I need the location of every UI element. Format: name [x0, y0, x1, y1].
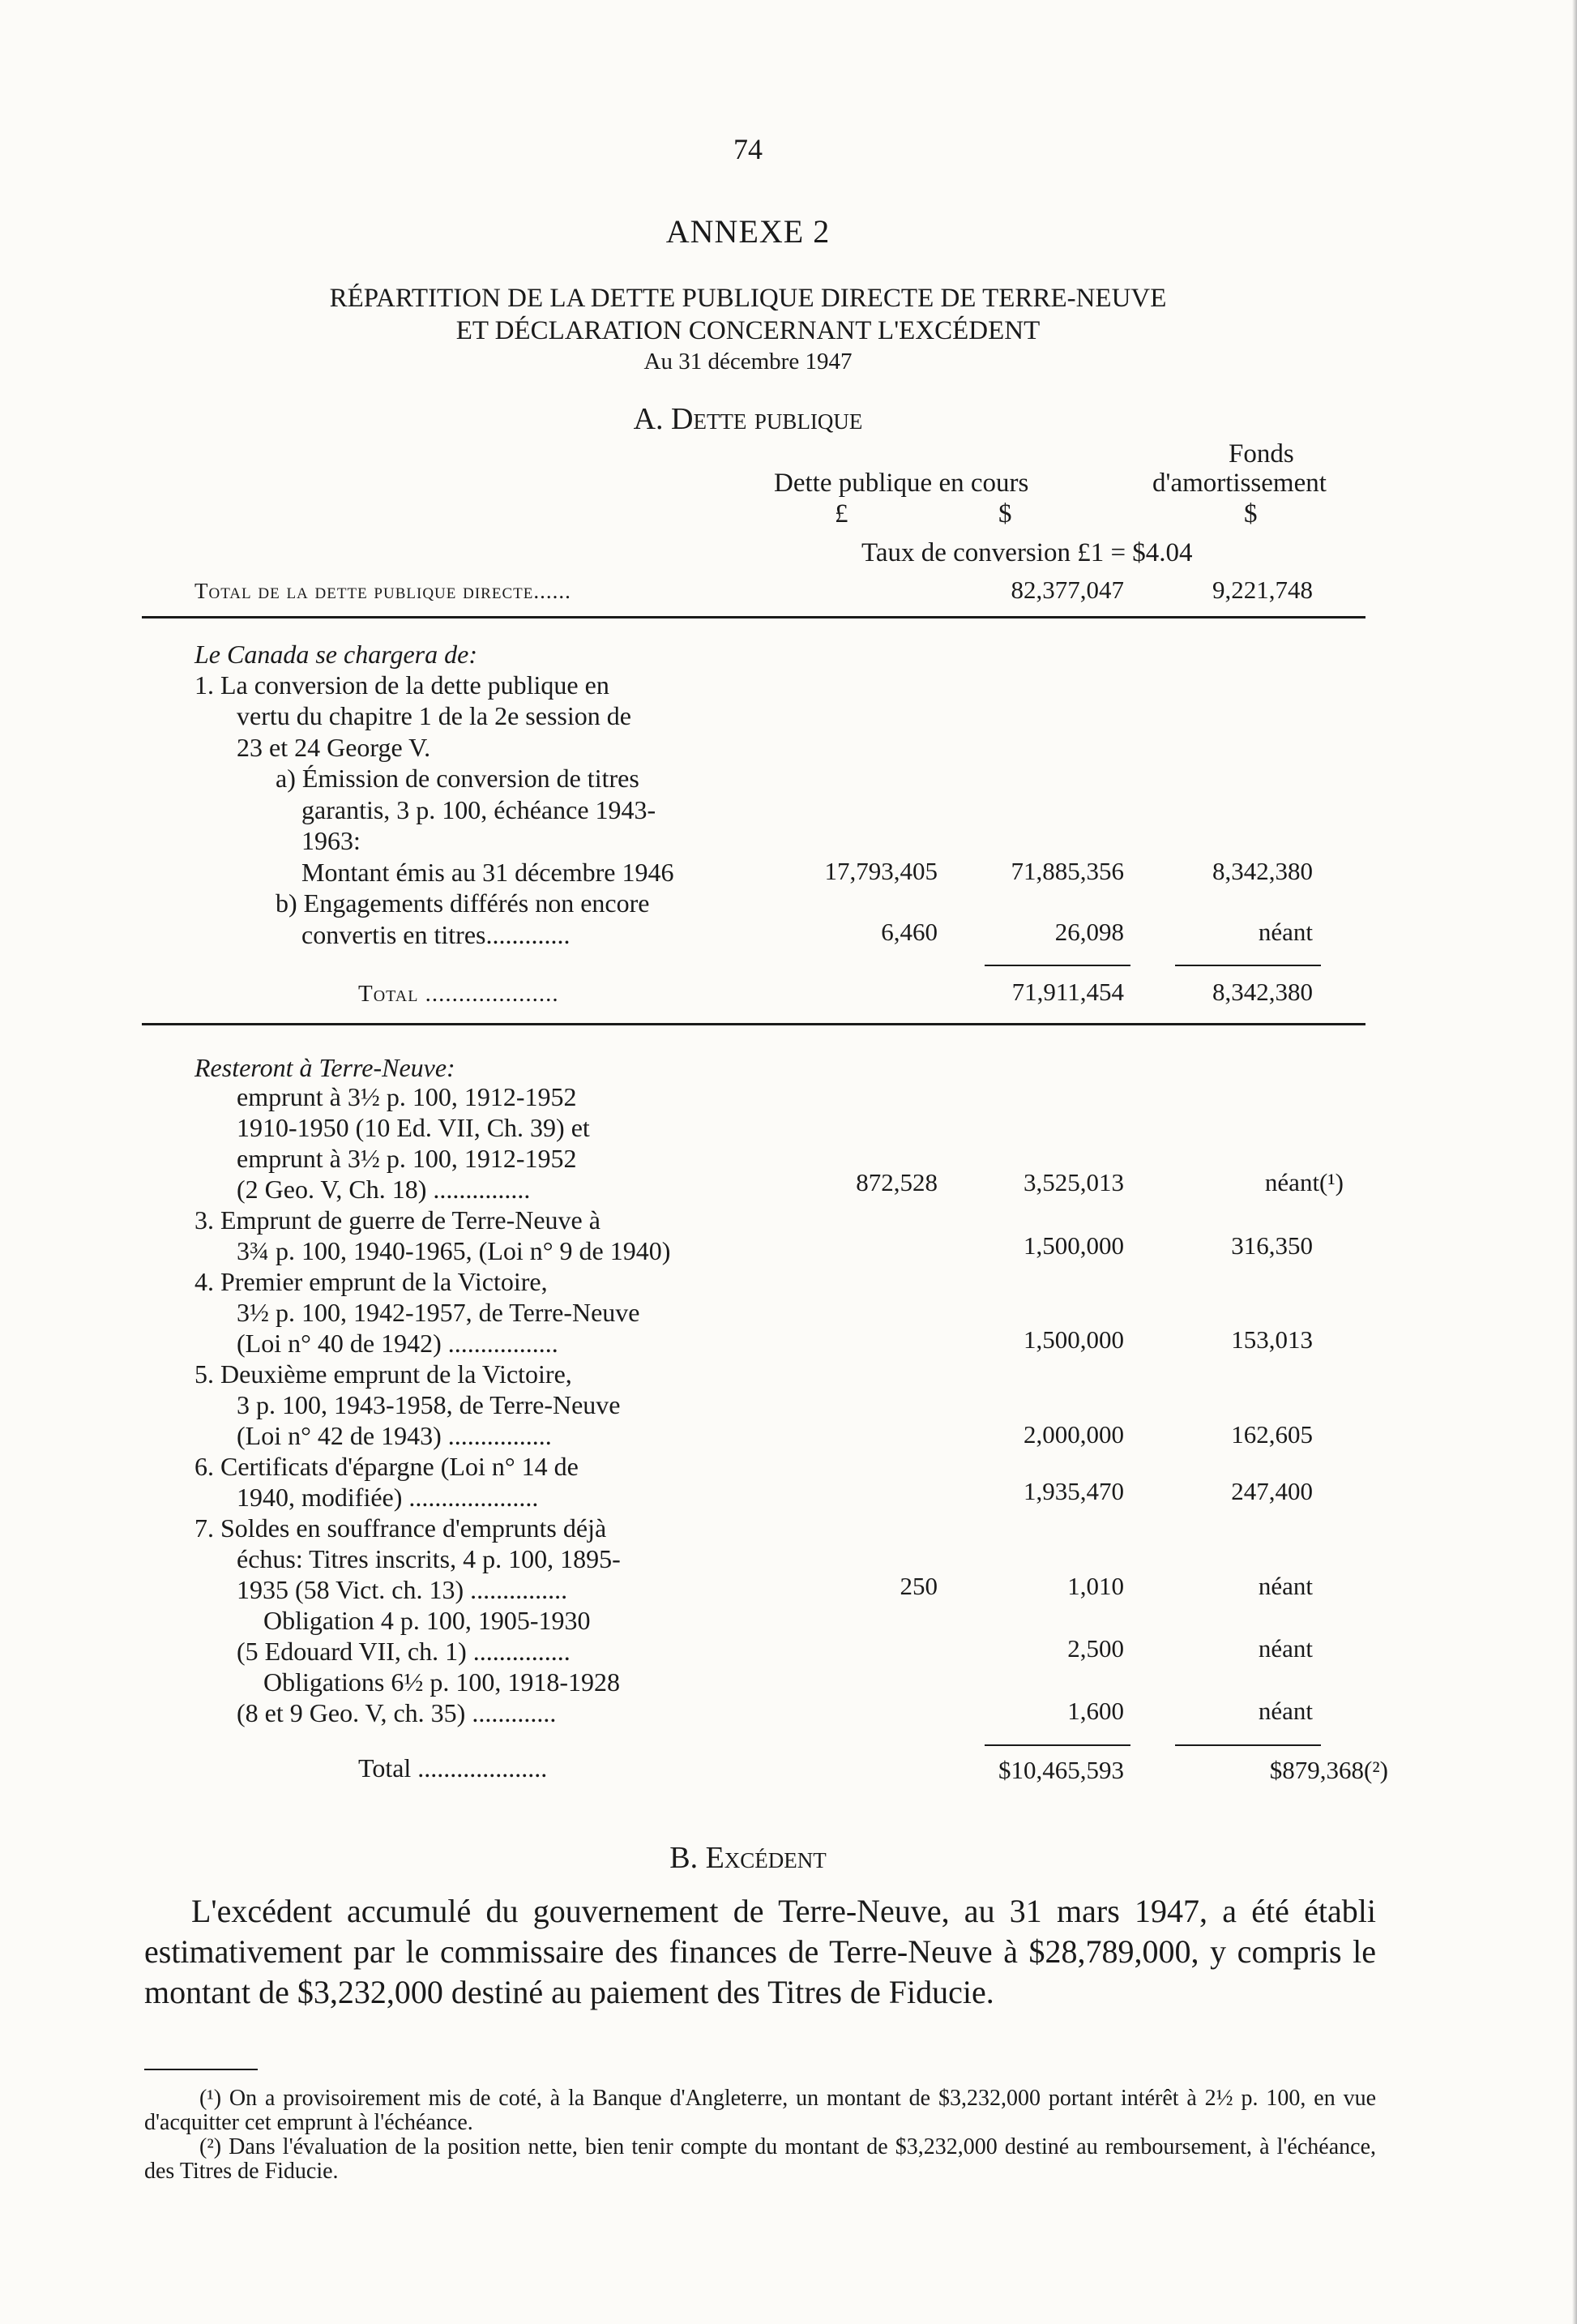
tn-item7-line-3: 1935 (58 Vict. ch. 13) ............... — [237, 1575, 568, 1604]
page-number: 74 — [733, 133, 763, 165]
canada-b-fonds: néant — [1258, 918, 1313, 946]
tn-item4-line-1: 4. Premier emprunt de la Victoire, — [194, 1267, 548, 1296]
tn-item7-line-4: Obligation 4 p. 100, 1905-1930 — [263, 1606, 591, 1635]
tn-item3-dollar: 1,500,000 — [1024, 1231, 1124, 1260]
tn-item7-line-1: 7. Soldes en souffrance d'emprunts déjà — [194, 1513, 607, 1543]
tn-item4-line-3: (Loi n° 40 de 1942) ................. — [237, 1329, 558, 1358]
tn-item7a-fonds: néant — [1258, 1572, 1313, 1600]
header-currency-pound: £ — [835, 499, 848, 529]
tn-item6-line-1: 6. Certificats d'épargne (Loi n° 14 de — [194, 1452, 579, 1481]
tn-item2-line-2: 1910-1950 (10 Ed. VII, Ch. 39) et — [237, 1113, 590, 1142]
tn-item2-fonds: néant(¹) — [1264, 1168, 1344, 1196]
tn-total-label: Total .................... — [358, 1753, 548, 1783]
tn-item5-dollar: 2,000,000 — [1024, 1420, 1124, 1449]
tn-total-fonds: $879,368(²) — [1269, 1756, 1388, 1784]
canada-line-1: 1. La conversion de la dette publique en — [194, 670, 609, 700]
tn-item7-line-5: (5 Edouard VII, ch. 1) ............... — [237, 1637, 571, 1666]
tn-item5-line-3: (Loi n° 42 de 1943) ................ — [237, 1421, 552, 1450]
subtotal-rule — [985, 965, 1130, 966]
canada-a-line-3: 1963: — [301, 826, 361, 855]
title-date: Au 31 décembre 1947 — [643, 349, 853, 374]
header-currency-dollar-fonds: $ — [1244, 499, 1258, 529]
tn-heading: Resteront à Terre-Neuve: — [194, 1053, 455, 1082]
canada-line-3: 23 et 24 George V. — [237, 733, 431, 762]
tn-item3-line-2: 3¾ p. 100, 1940-1965, (Loi n° 9 de 1940) — [237, 1236, 671, 1265]
tn-item2-line-1: emprunt à 3½ p. 100, 1912-1952 — [237, 1082, 577, 1111]
canada-a-line-2: garantis, 3 p. 100, échéance 1943- — [301, 795, 656, 824]
tn-item5-fonds: 162,605 — [1231, 1420, 1313, 1449]
tn-item7a-pound: 250 — [900, 1572, 938, 1600]
canada-b-pound: 6,460 — [881, 918, 938, 946]
canada-heading: Le Canada se chargera de: — [194, 640, 477, 669]
tn-item4-line-2: 3½ p. 100, 1942-1957, de Terre-Neuve — [237, 1298, 640, 1327]
tn-item7c-dollar: 1,600 — [1067, 1697, 1124, 1725]
section-b-heading: B. Excédent — [669, 1841, 827, 1875]
canada-a-line-4: Montant émis au 31 décembre 1946 — [301, 858, 674, 887]
total-rule — [985, 1744, 1130, 1746]
subtotal-rule — [1175, 965, 1321, 966]
tn-item2-pound: 872,528 — [856, 1168, 938, 1196]
total-direct-label: Total de la dette publique directe...... — [194, 579, 571, 603]
header-currency-dollar: $ — [998, 499, 1012, 529]
tn-item7b-dollar: 2,500 — [1067, 1634, 1124, 1663]
total-rule — [1175, 1744, 1321, 1746]
header-dette: Dette publique en cours — [774, 469, 1029, 498]
tn-item3-line-1: 3. Emprunt de guerre de Terre-Neuve à — [194, 1205, 600, 1235]
tn-item2-line-3: emprunt à 3½ p. 100, 1912-1952 — [237, 1144, 577, 1173]
page-edge — [1572, 0, 1577, 2324]
divider-rule — [142, 1023, 1365, 1025]
tn-item6-dollar: 1,935,470 — [1024, 1477, 1124, 1505]
tn-item7b-fonds: néant — [1258, 1634, 1313, 1663]
canada-b-dollar: 26,098 — [1054, 918, 1124, 946]
tn-item7a-dollar: 1,010 — [1067, 1572, 1124, 1600]
total-direct-dollars: 82,377,047 — [1011, 576, 1124, 604]
header-fonds-line1: Fonds — [1229, 439, 1294, 469]
canada-total-dollar: 71,911,454 — [1011, 978, 1124, 1006]
tn-item2-line-4: (2 Geo. V, Ch. 18) ............... — [237, 1175, 531, 1204]
title-line-1: RÉPARTITION DE LA DETTE PUBLIQUE DIRECTE DE TERRE-NEUVE — [329, 284, 1167, 313]
tn-item5-line-1: 5. Deuxième emprunt de la Victoire, — [194, 1359, 572, 1389]
canada-total-fonds: 8,342,380 — [1212, 978, 1313, 1006]
canada-line-2: vertu du chapitre 1 de la 2e session de — [237, 701, 631, 730]
tn-item7-line-2: échus: Titres inscrits, 4 p. 100, 1895- — [237, 1544, 621, 1573]
title-line-2: ET DÉCLARATION CONCERNANT L'EXCÉDENT — [455, 316, 1041, 345]
total-direct-fonds: 9,221,748 — [1212, 576, 1313, 604]
canada-a-fonds: 8,342,380 — [1212, 857, 1313, 885]
divider-rule — [142, 616, 1365, 618]
canada-b-line-2: convertis en titres............. — [301, 920, 571, 949]
tn-item4-fonds: 153,013 — [1231, 1325, 1313, 1354]
tn-item7-line-7: (8 et 9 Geo. V, ch. 35) ............. — [237, 1698, 557, 1727]
tn-item5-line-2: 3 p. 100, 1943-1958, de Terre-Neuve — [237, 1390, 621, 1419]
footnote-rule — [144, 2069, 258, 2070]
footnote-2: (²) Dans l'évaluation de la position nette, bien tenir compte du montant de $3,232,000 destiné au remboursement, à l'échéance, des Titres de Fiducie. — [144, 2134, 1376, 2184]
canada-total-label: Total .................... — [358, 981, 559, 1007]
section-a-heading: A. Dette publique — [633, 402, 863, 436]
tn-item7-line-6: Obligations 6½ p. 100, 1918-1928 — [263, 1667, 620, 1697]
tn-item3-fonds: 316,350 — [1231, 1231, 1313, 1260]
tn-total-dollar: $10,465,593 — [998, 1756, 1124, 1784]
header-fonds-line2: d'amortissement — [1152, 469, 1327, 498]
surplus-paragraph: L'excédent accumulé du gouvernement de Terre-Neuve, au 31 mars 1947, a été établi estimativement par le commissaire des finances de Terre-Neuve à $28,789,000, y compris le montant de $3,232,000 destiné au paiement des Titres de Fiducie. — [144, 1893, 1376, 2010]
footnote-1: (¹) On a provisoirement mis de coté, à la Banque d'Angleterre, un montant de $3,232,000 portant intérêt à 2½ p. 100, en vue d'acquitter cet emprunt à l'échéance. — [144, 2086, 1376, 2135]
canada-a-dollar: 71,885,356 — [1011, 857, 1124, 885]
annexe-title: ANNEXE 2 — [665, 213, 831, 250]
canada-b-line-1: b) Engagements différés non encore — [276, 888, 650, 918]
tn-item6-fonds: 247,400 — [1231, 1477, 1313, 1505]
header-conversion-rate: Taux de conversion £1 = $4.04 — [861, 538, 1193, 567]
tn-item4-dollar: 1,500,000 — [1024, 1325, 1124, 1354]
canada-a-line-1: a) Émission de conversion de titres — [276, 764, 639, 793]
tn-item2-dollar: 3,525,013 — [1024, 1168, 1124, 1196]
canada-a-pound: 17,793,405 — [824, 857, 938, 885]
tn-item7c-fonds: néant — [1258, 1697, 1313, 1725]
tn-item6-line-2: 1940, modifiée) .................... — [237, 1483, 539, 1512]
